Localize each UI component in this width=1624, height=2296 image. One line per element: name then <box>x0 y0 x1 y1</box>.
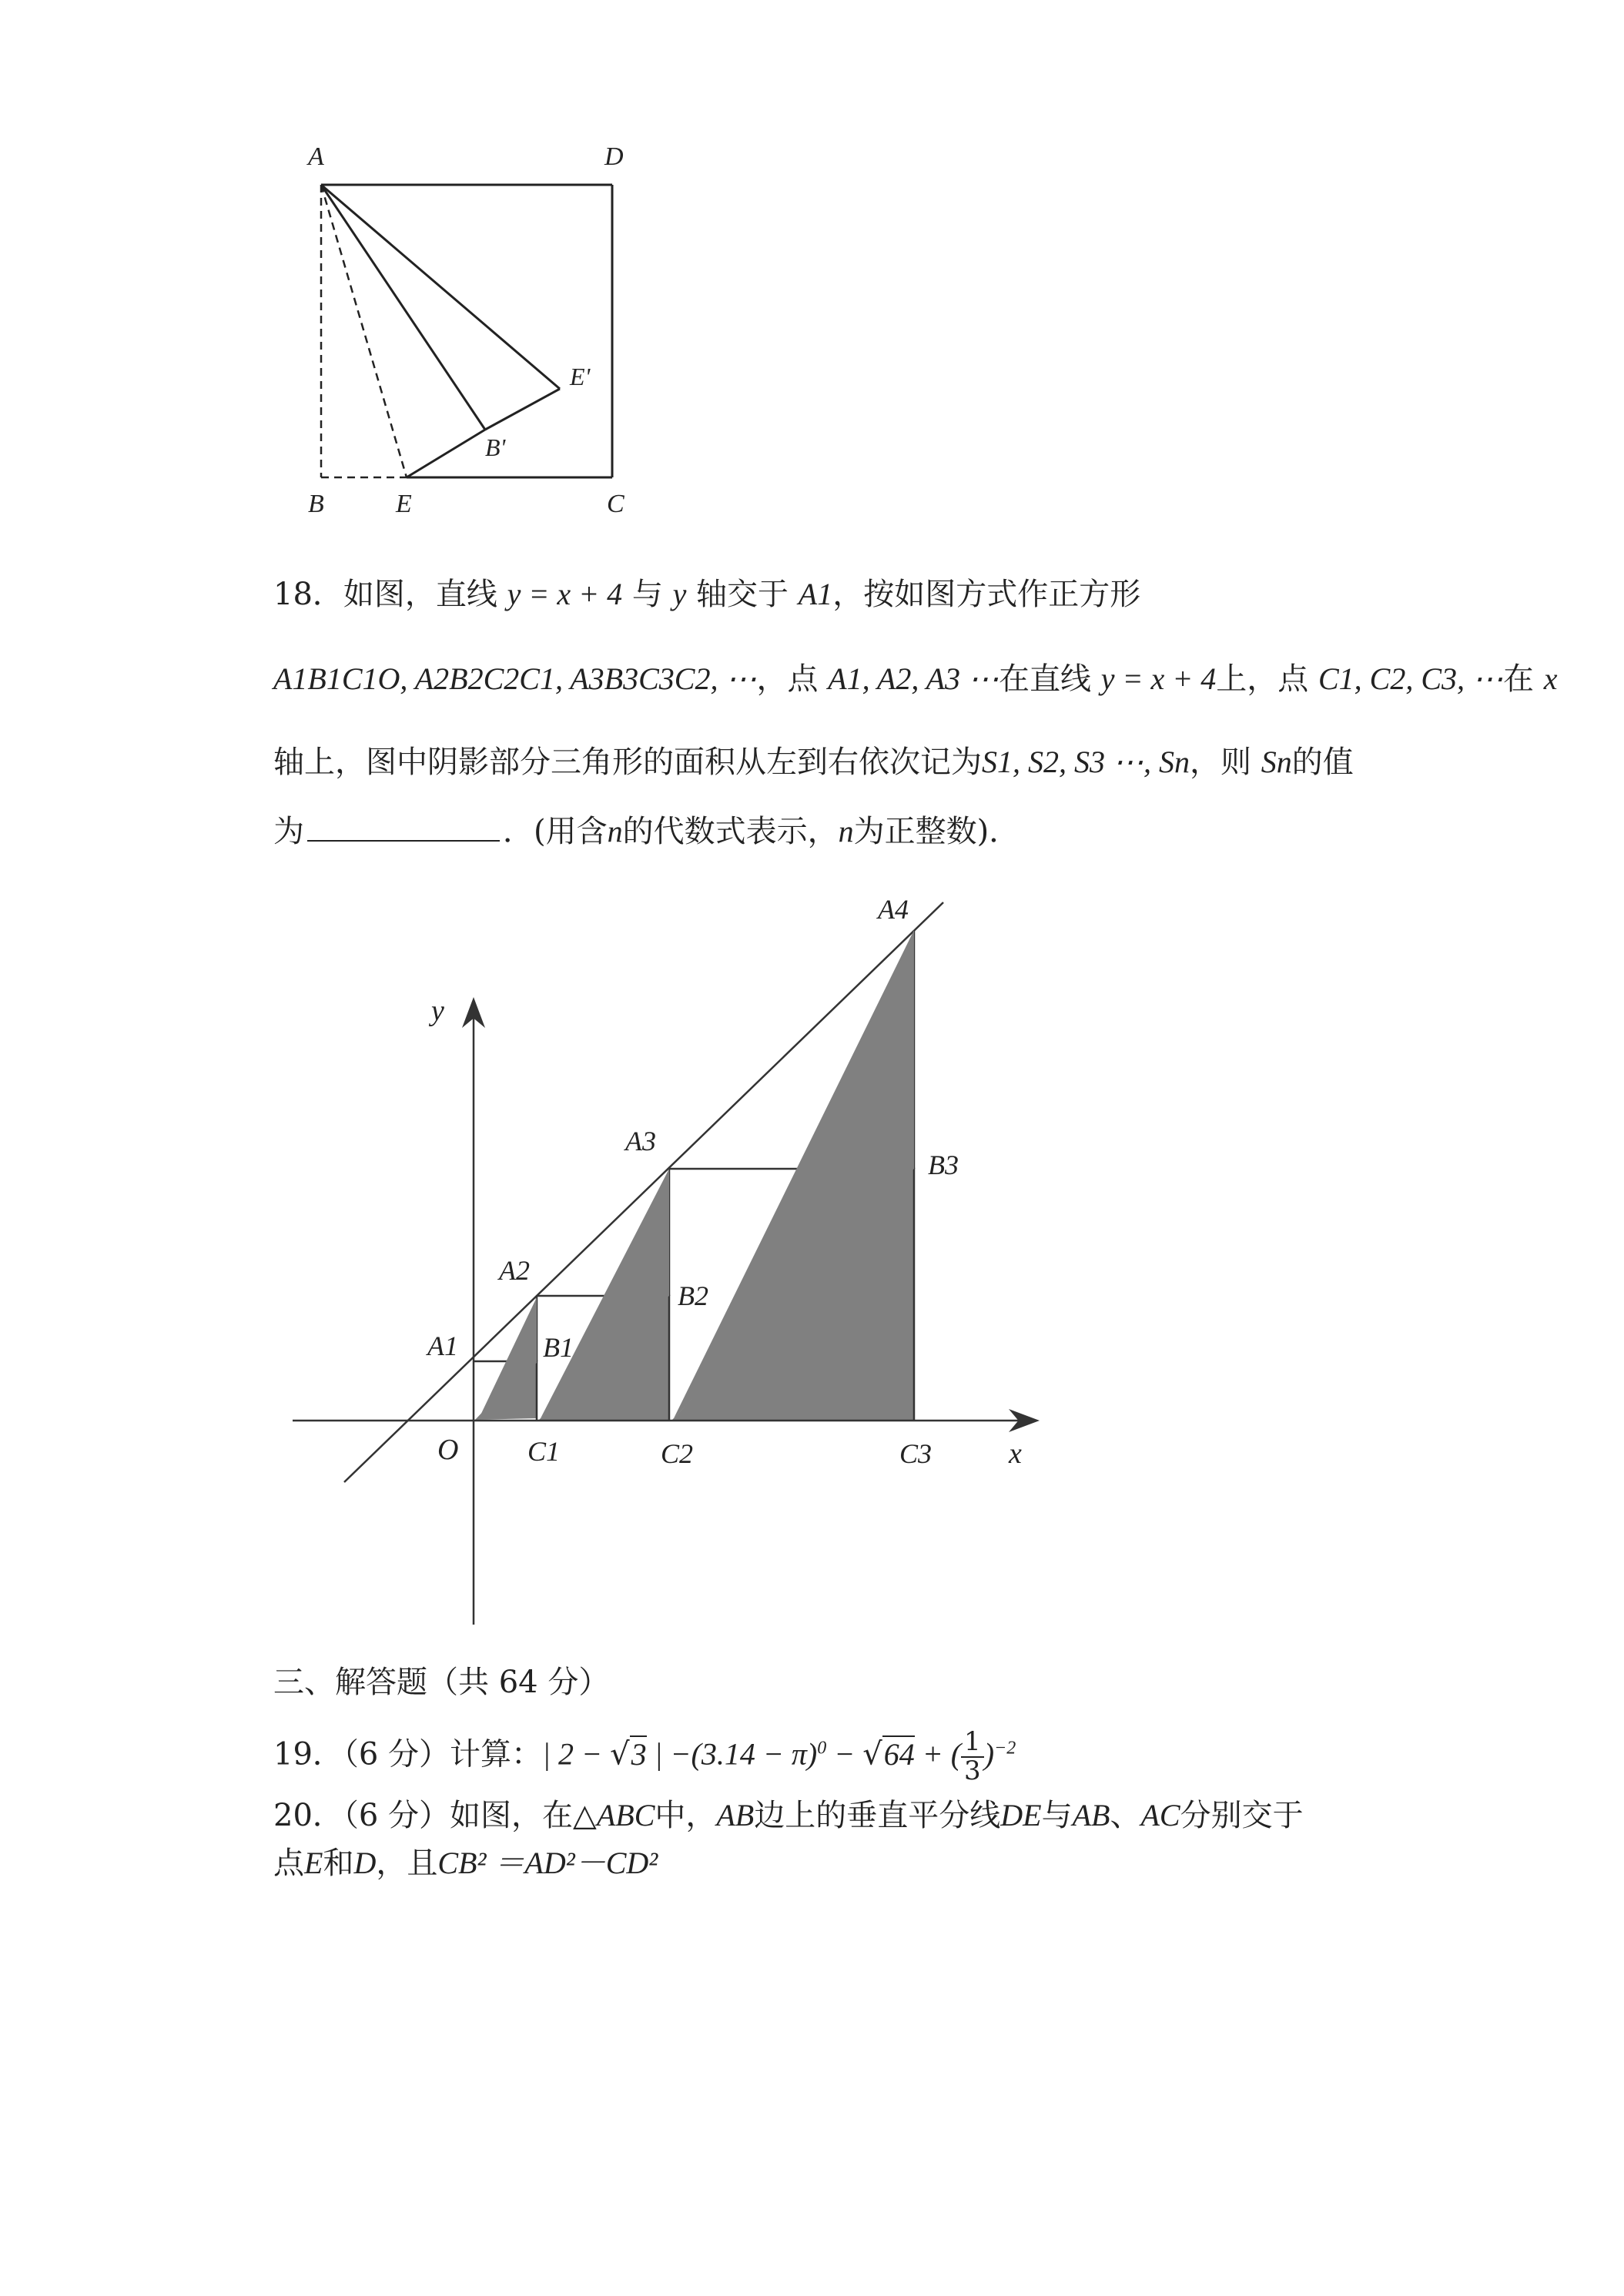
segment-B-prime-E <box>407 430 485 477</box>
label-E: E <box>396 490 412 518</box>
label-A: A <box>308 142 324 171</box>
q18-line1: 18．如图，直线 y = x + 4 与 y 轴交于 A1，按如图方式作正方形 <box>273 577 1141 612</box>
q20-line1: 20．（6 分）如图，在△ABC中，AB边上的垂直平分线DE与AB、AC分别交于 <box>273 1798 1304 1833</box>
label-B1: B1 <box>543 1332 574 1363</box>
q18-line2: A1B1C1O, A2B2C2C1, A3B3C3C2, ⋯，点 A1, A2, A3 ⋯在直线 y = x + 4上，点 C1, C2, C3, ⋯在 x <box>273 661 1558 697</box>
section-3-heading: 三、解答题（共 64 分） <box>273 1665 610 1700</box>
label-A1: A1 <box>427 1330 458 1361</box>
dashed-AE <box>321 185 407 477</box>
label-C: C <box>607 490 624 518</box>
label-C3: C3 <box>899 1438 933 1469</box>
label-C2: C2 <box>661 1438 694 1469</box>
answer-blank[interactable] <box>307 812 500 842</box>
figure-square-fold <box>293 131 678 531</box>
segment-AE-prime <box>321 185 560 389</box>
label-y: y <box>431 995 444 1027</box>
q18-line4: 为 ．(用含n的代数式表示，n为正整数)． <box>273 814 1020 849</box>
label-B2: B2 <box>678 1280 708 1311</box>
label-A4: A4 <box>878 894 909 925</box>
label-O: O <box>437 1434 459 1466</box>
label-B3: B3 <box>928 1150 959 1180</box>
label-E-prime: E' <box>570 363 591 390</box>
label-C1: C1 <box>527 1436 561 1467</box>
q19: 19．（6 分）计算：| 2 − √3 | $-(3.14 - \pi)^0 - √64$ + ( $\frac{1}{3}$ )$^{-2}$ <box>273 1726 1016 1786</box>
label-D: D <box>604 142 624 171</box>
label-A3: A3 <box>625 1126 656 1156</box>
segment-AB-prime <box>321 185 485 430</box>
label-B-prime: B' <box>485 433 506 461</box>
segment-E-prime-B-prime <box>485 389 560 430</box>
label-A2: A2 <box>499 1255 530 1286</box>
q18-line3: 轴上，图中阴影部分三角形的面积从左到右依次记为S1, S2, S3 ⋯, Sn，则 Sn的值 <box>273 745 1354 780</box>
q20-line2: 点E和D，且CB² ＝AD²－CD² <box>273 1846 658 1881</box>
label-B: B <box>308 490 324 518</box>
figure-squares-on-line <box>277 885 1078 1648</box>
label-x: x <box>1009 1438 1022 1470</box>
fraction-one-third: $\frac{1}{3}$ <box>961 1729 984 1785</box>
